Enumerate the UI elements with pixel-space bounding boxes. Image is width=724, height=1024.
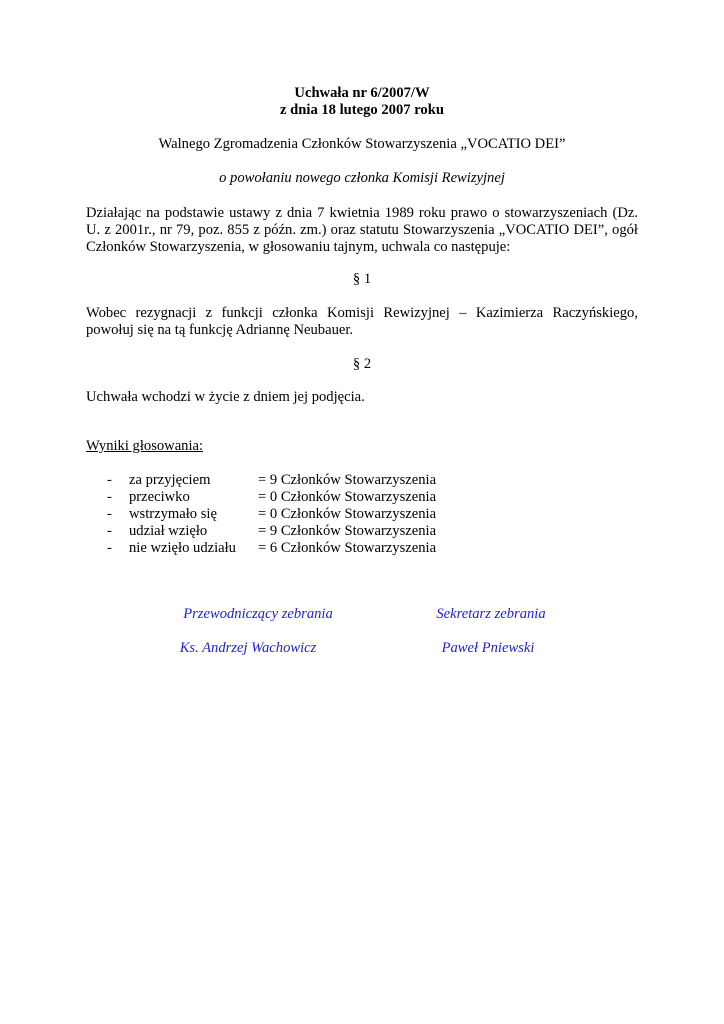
vote-label: wstrzymało się	[129, 506, 217, 522]
vote-row	[0, 489, 724, 506]
section-1-mark: § 1	[352, 271, 372, 287]
vote-value: = 9 Członków Stowarzyszenia	[258, 472, 437, 488]
preamble-line: Członków Stowarzyszenia, w głosowaniu tajnym, uchwala co następuje:	[86, 239, 511, 255]
section-1-text-line: powołuj się na tą funkcję Adriannę Neubauer.	[86, 322, 354, 338]
vote-row	[0, 472, 724, 489]
preamble-line: Działając na podstawie ustawy z dnia 7 kwietnia 1989 roku prawo o stowarzyszeniach (Dz.	[86, 205, 638, 221]
vote-value: = 9 Członków Stowarzyszenia	[258, 523, 437, 539]
vote-label: za przyjęciem	[129, 472, 211, 488]
secretary-name: Paweł Pniewski	[441, 640, 535, 656]
chairman-role: Przewodniczący zebrania	[183, 606, 333, 622]
vote-value: = 0 Członków Stowarzyszenia	[258, 506, 437, 522]
section-2-mark: § 2	[352, 356, 372, 372]
vote-value: = 6 Członków Stowarzyszenia	[258, 540, 437, 556]
vote-row	[0, 540, 724, 557]
vote-row	[0, 523, 724, 540]
bullet-dash: -	[107, 506, 112, 522]
secretary-role: Sekretarz zebrania	[436, 606, 546, 622]
resolution-issuer: Walnego Zgromadzenia Członków Stowarzyszenia „VOCATIO DEI”	[158, 136, 566, 152]
chairman-name: Ks. Andrzej Wachowicz	[179, 640, 317, 656]
section-2-text: Uchwała wchodzi w życie z dniem jej podjęcia.	[86, 389, 365, 405]
bullet-dash: -	[107, 523, 112, 539]
section-1-text-line: Wobec rezygnacji z funkcji członka Komisji Rewizyjnej – Kazimierza Raczyńskiego,	[86, 305, 638, 321]
results-heading	[86, 438, 203, 455]
vote-value: = 0 Członków Stowarzyszenia	[258, 489, 437, 505]
bullet-dash: -	[107, 489, 112, 505]
vote-label: nie wzięło udziału	[129, 540, 236, 556]
resolution-date: z dnia 18 lutego 2007 roku	[280, 102, 444, 118]
bullet-dash: -	[107, 472, 112, 488]
preamble-line: U. z 2001r., nr 79, poz. 855 z późn. zm.) oraz statutu Stowarzyszenia „VOCATIO DEI”, ogół	[86, 222, 638, 238]
vote-row	[0, 506, 724, 523]
resolution-title: Uchwała nr 6/2007/W	[294, 85, 430, 101]
bullet-dash: -	[107, 540, 112, 556]
vote-label: przeciwko	[129, 489, 190, 505]
vote-label: udział wzięło	[129, 523, 208, 539]
results-heading-text: Wyniki głosowania:	[86, 438, 204, 454]
resolution-subject: o powołaniu nowego członka Komisji Rewizyjnej	[219, 170, 505, 186]
